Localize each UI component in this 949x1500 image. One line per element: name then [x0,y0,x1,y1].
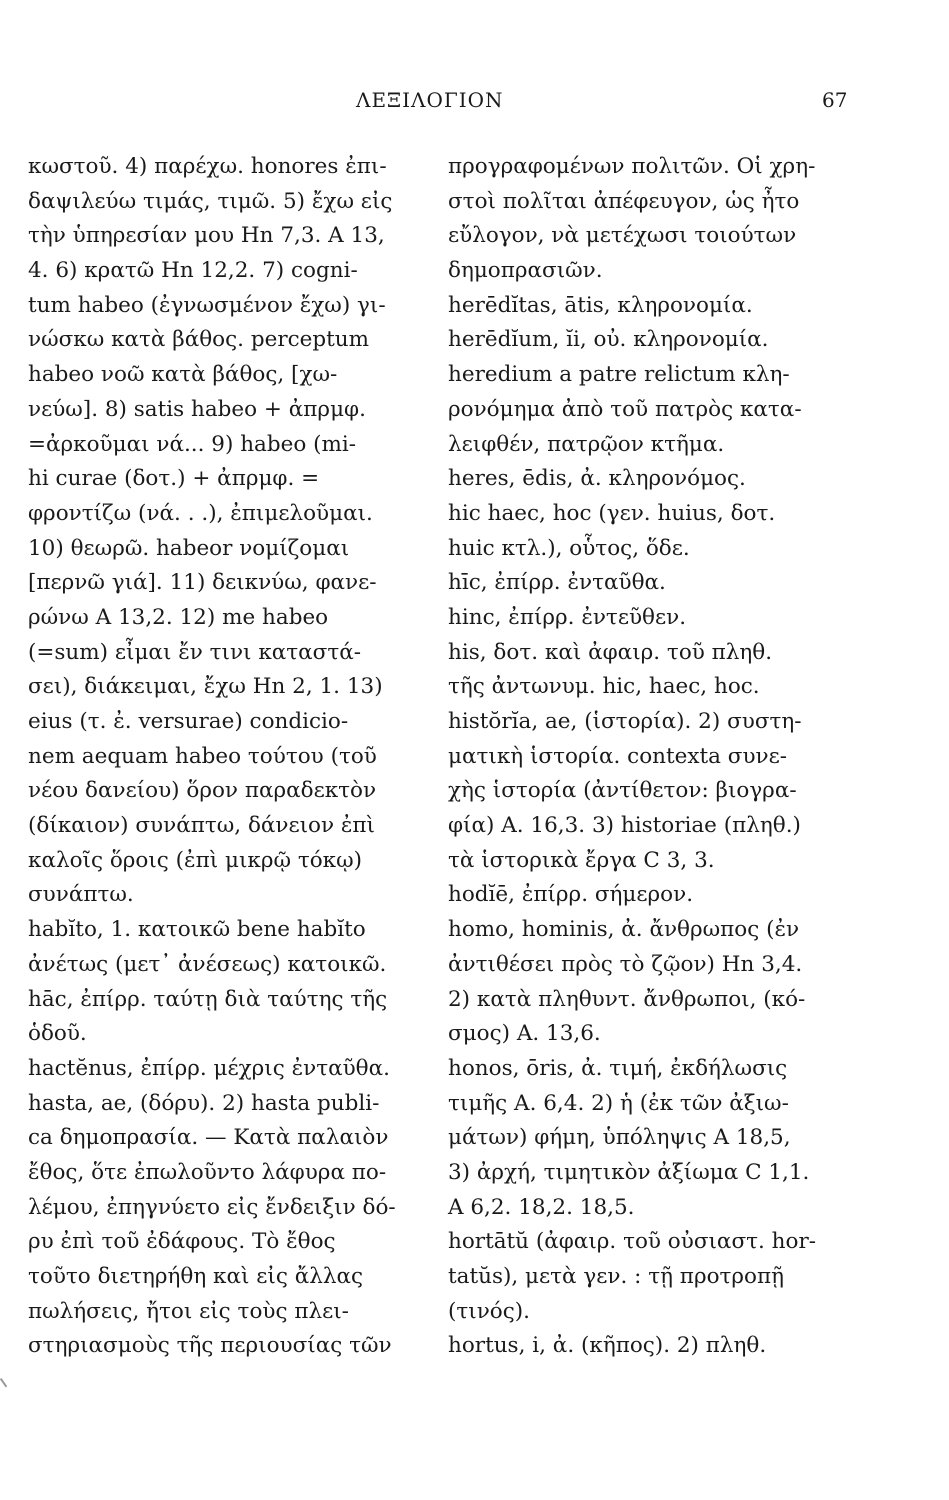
text-line: συνάπτω. [28,882,134,908]
scan-speck [0,1375,12,1388]
text-line: his, δοτ. καὶ ἀφαιρ. τοῦ πληθ. [448,639,773,665]
text-line: (τινός). [448,1298,530,1324]
text-line: φία) A. 16,3. 3) historiae (πληθ.) [448,813,801,839]
text-line: hactĕnus, ἐπίρρ. μέχρις ἐνταῦθα. [28,1055,390,1081]
text-line: 3) ἀρχή, τιμητικὸν ἀξίωμα C 1,1. [448,1159,810,1185]
text-line: ἀντιθέσει πρὸς τὸ ζῷον) Hn 3,4. [448,951,803,977]
text-line: πωλήσεις, ἤτοι εἰς τοὺς πλει- [28,1298,349,1324]
text-line: νώσκω κατὰ βάθος. perceptum [28,327,369,353]
text-line: 4. 6) κρατῶ Hn 12,2. 7) cogni- [28,258,358,284]
text-line: δαψιλεύω τιμάς, τιμῶ. 5) ἔχω εἰς [28,188,393,214]
text-line: ὁδοῦ. [28,1021,87,1047]
text-line: κωστοῦ. 4) παρέχω. honores ἐπι- [28,154,387,179]
text-line: habeo νοῶ κατὰ βάθος, [χω- [28,362,338,388]
text-line: [περνῶ γιά]. 11) δεικνύω, φανε- [28,570,377,596]
text-line: νεύω]. 8) satis habeo + ἀπρμφ. [28,396,366,422]
text-line: huic κτλ.), οὗτος, ὅδε. [448,535,690,561]
text-line: (δίκαιον) συνάπτω, δάνειον ἐπὶ [28,813,375,839]
text-line: ρυ ἐπὶ τοῦ ἐδάφους. Τὸ ἔθος [28,1229,336,1255]
text-line: τιμῆς A. 6,4. 2) ἡ (ἐκ τῶν ἀξιω- [448,1090,789,1116]
text-line: φροντίζω (νά. . .), ἐπιμελοῦμαι. [28,500,373,526]
text-line: μάτων) φήμη, ὑπόληψις A 18,5, [448,1125,791,1151]
text-line: 2) κατὰ πληθυντ. ἄνθρωποι, (κό- [448,986,806,1012]
text-line: =ἀρκοῦμαι νά... 9) habeo (mi- [28,431,357,457]
text-line: ἔθος, ὅτε ἐπωλοῦντο λάφυρα πο- [28,1159,387,1185]
text-line: 10) θεωρῶ. habeor νομίζομαι [28,535,350,561]
text-line: homo, hominis, ἀ. ἄνθρωπος (ἐν [448,917,800,943]
text-line: eius (τ. ἐ. versurae) condicio- [28,709,349,734]
text-line: hic haec, hoc (γεν. huius, δοτ. [448,500,776,526]
text-line: hortus, i, ἀ. (κῆπος). 2) πληθ. [448,1333,767,1359]
text-line: hīc, ἐπίρρ. ἐνταῦθα. [448,570,666,596]
text-line: ca δημοπρασία. — Κατὰ παλαιὸν [28,1125,389,1151]
page-number: 67 [822,88,848,112]
text-line: ρώνω A 13,2. 12) me habeo [28,604,329,630]
text-line: τὰ ἱστορικὰ ἔργα C 3, 3. [448,847,715,873]
text-line: tatŭs), μετὰ γεν. : τῇ προτροπῇ [448,1264,785,1289]
text-line: (=sum) εἶμαι ἔν τινι καταστά- [28,639,362,665]
text-line: ματικὴ ἱστορία. contexta συνε- [448,743,788,769]
text-line: hodĭē, ἐπίρρ. σήμερον. [448,882,694,908]
running-title: ΛΕΞΙΛΟΓΙΟΝ [356,88,504,112]
text-line: heredium a patre relictum κλη- [448,362,790,388]
text-line: χὴς ἱστορία (ἀντίθετον: βιογρα- [448,778,797,804]
text-line: λειφθέν, πατρῷον κτῆμα. [448,431,725,457]
text-line: καλοῖς ὅροις (ἐπὶ μικρῷ τόκῳ) [28,847,363,873]
page-header [0,88,949,122]
text-line: τοῦτο διετηρήθη καὶ εἰς ἄλλας [28,1264,364,1289]
text-line: hasta, ae, (δόρυ). 2) hasta publi- [28,1090,380,1116]
text-line: δημοπρασιῶν. [448,258,603,284]
text-line: hortātŭ (ἀφαιρ. τοῦ οὐσιαστ. hor- [448,1229,817,1255]
text-line: σμος) A. 13,6. [448,1021,601,1047]
text-line: hāc, ἐπίρρ. ταύτῃ διὰ ταύτης τῆς [28,986,388,1012]
text-line: τὴν ὑπηρεσίαν μου Hn 7,3. A 13, [28,223,385,249]
text-line: λέμου, ἐπηγνύετο εἰς ἔνδειξιν δό- [28,1194,396,1220]
text-line: honos, ōris, ἀ. τιμή, ἐκδήλωσις [448,1055,788,1081]
text-line: herēdĭum, ĭi, οὐ. κληρονομία. [448,327,769,353]
text-line: εὔλογον, νὰ μετέχωσι τοιούτων [448,223,797,249]
text-line: nem aequam habeo τούτου (τοῦ [28,743,377,769]
text-line: τῆς ἀντωνυμ. hic, haec, hoc. [448,674,760,700]
text-line: histŏrĭa, ae, (ἱστορία). 2) συστη- [448,709,802,734]
text-line: νέου δανείου) ὅρον παραδεκτὸν [28,778,377,804]
text-line: σει), διάκειμαι, ἔχω Hn 2, 1. 13) [28,674,383,700]
text-line: hi curae (δοτ.) + ἀπρμφ. = [28,466,320,492]
text-line: στοὶ πολῖται ἀπέφευγον, ὡς ἦτο [448,188,800,214]
text-line: heres, ēdis, ἀ. κληρονόμος. [448,466,746,492]
text-line: στηριασμοὺς τῆς περιουσίας τῶν [28,1333,392,1359]
text-line: A 6,2. 18,2. 18,5. [448,1194,635,1220]
text-line: habĭto, 1. κατοικῶ bene habĭto [28,917,366,943]
text-line: herēdĭtas, ātis, κληρονομία. [448,292,753,318]
text-line: tum habeo (ἐγνωσμένον ἔχω) γι- [28,292,386,318]
text-line: ἀνέτως (μετ᾽ ἀνέσεως) κατοικῶ. [28,951,387,977]
text-line: προγραφομένων πολιτῶν. Οἱ χρη- [448,154,816,179]
text-line: ρονόμημα ἀπὸ τοῦ πατρὸς κατα- [448,396,802,422]
right-column [448,150,848,1364]
left-column [28,150,428,1364]
text-line: hinc, ἐπίρρ. ἐντεῦθεν. [448,604,687,630]
